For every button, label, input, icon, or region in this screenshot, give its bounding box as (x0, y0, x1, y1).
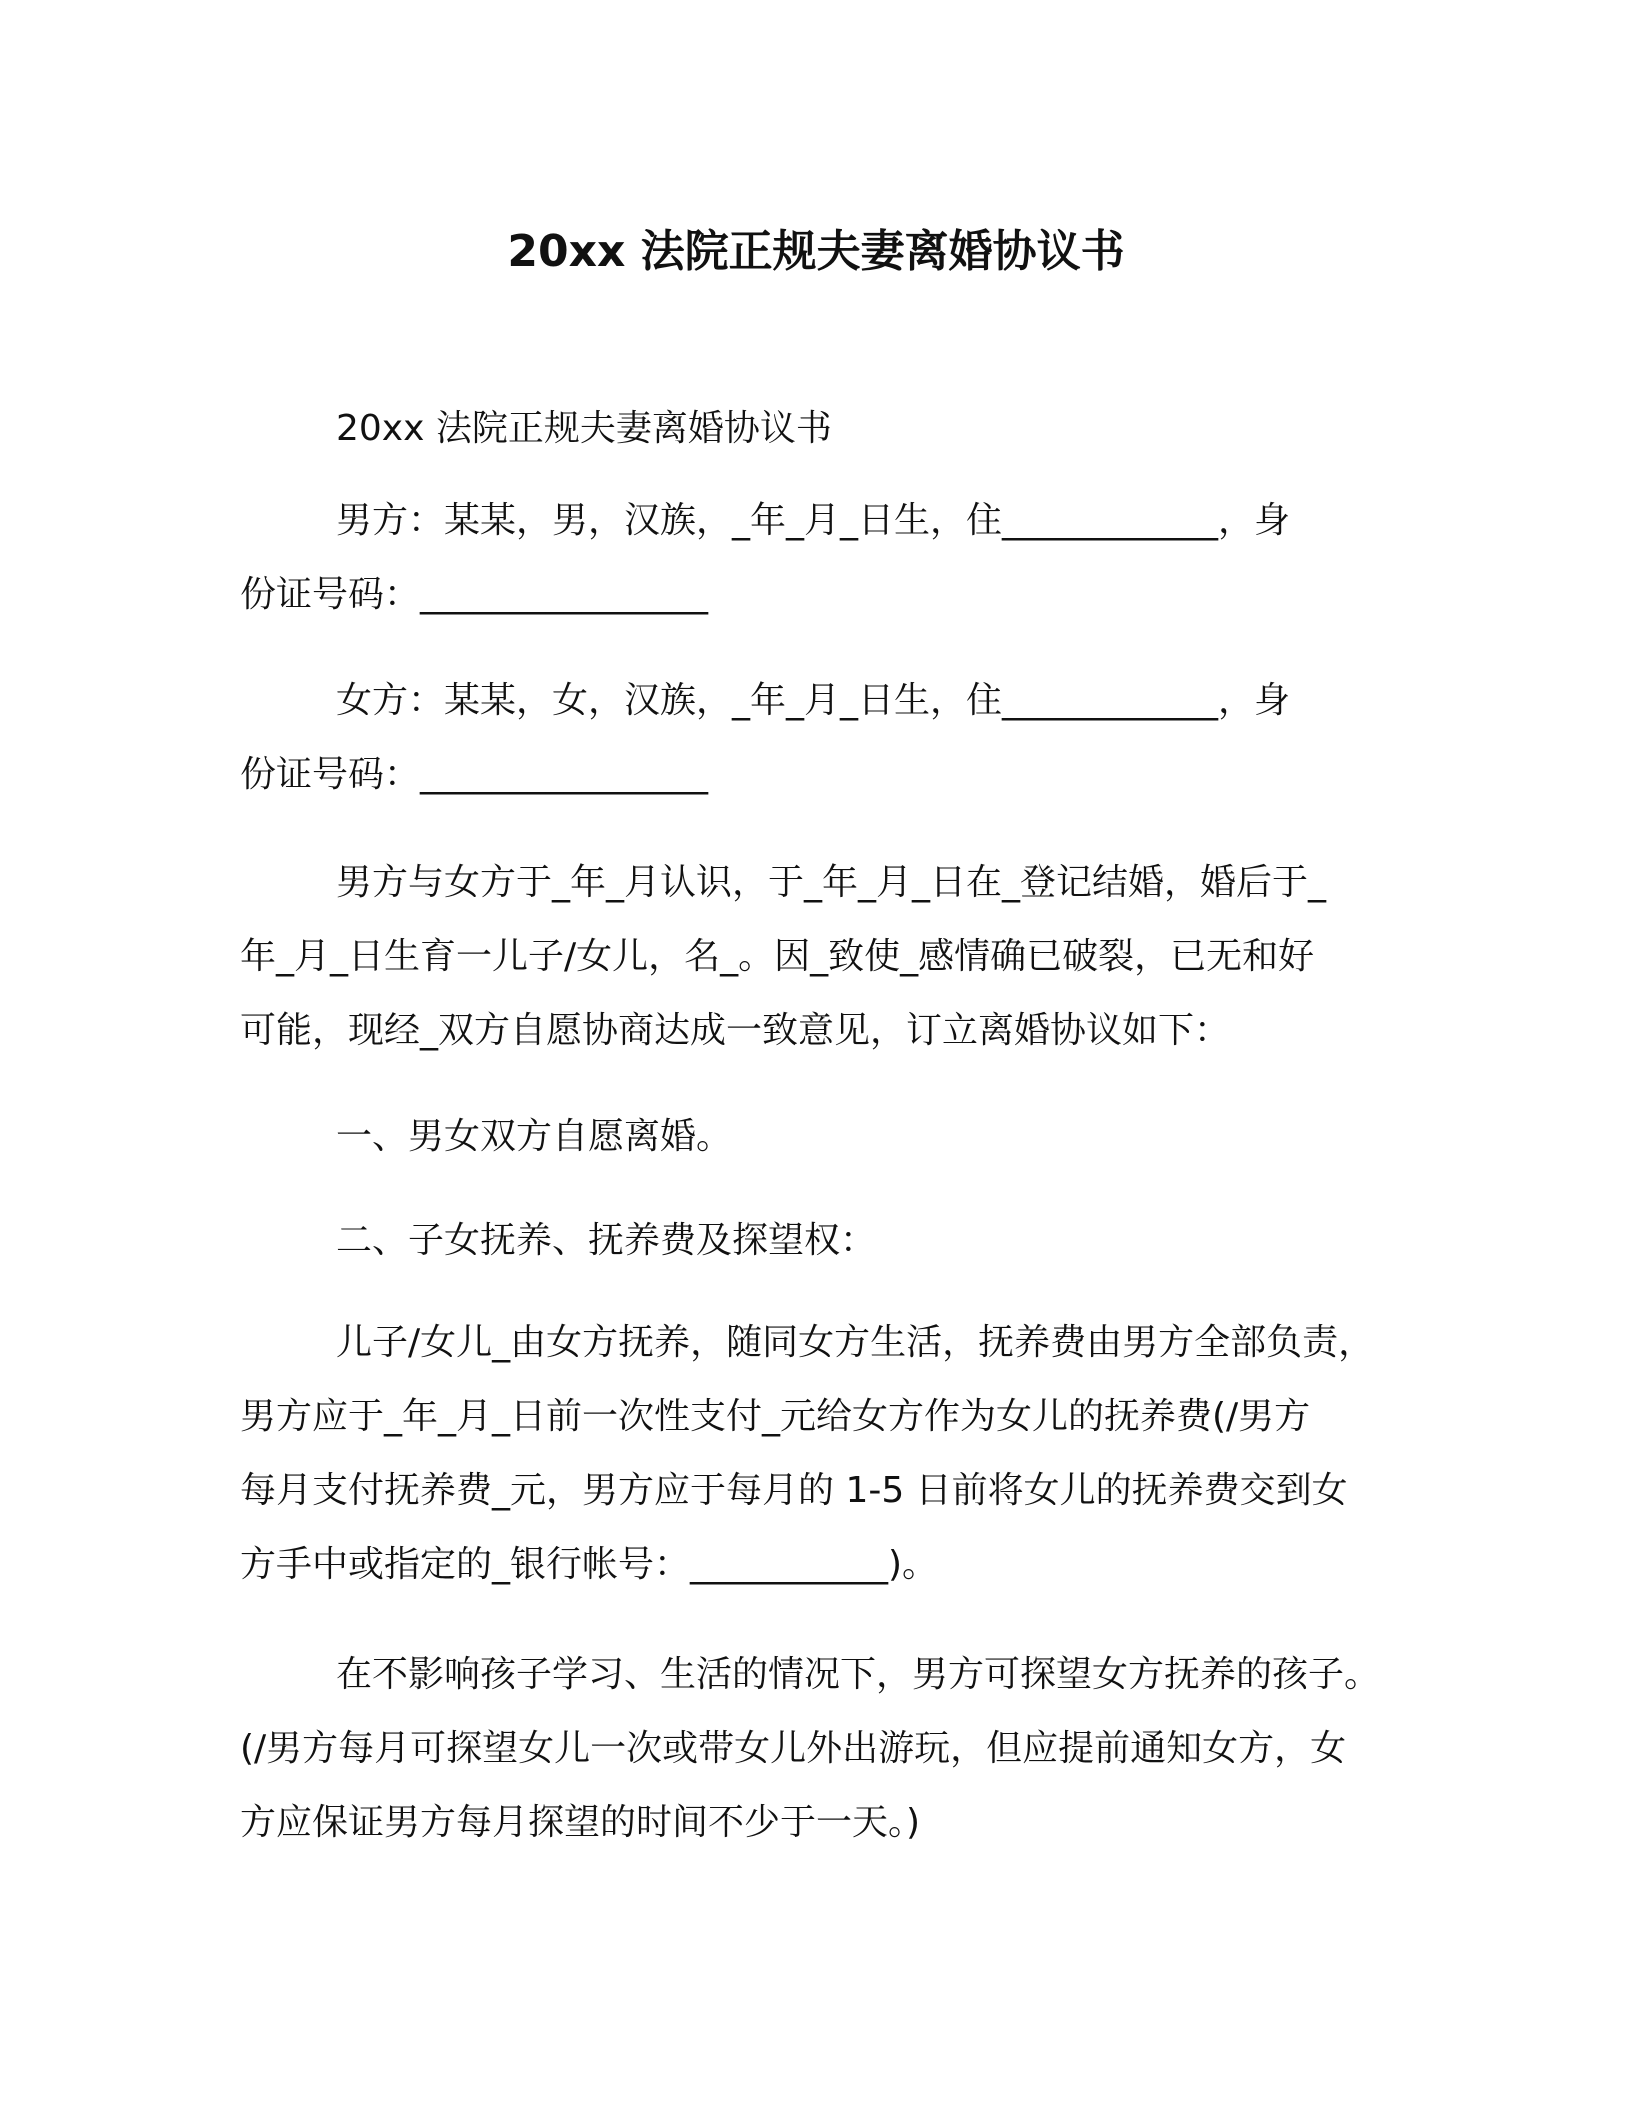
text-line: 男方应于_年_月_日前一次性支付_元给女方作为女儿的抚养费(/男方 (240, 1396, 1311, 1437)
text-line: 儿子/女儿_由女方抚养，随同女方生活，抚养费由男方全部负责， (336, 1322, 1375, 1363)
clause-1 (240, 1100, 1396, 1174)
text-line: 男方与女方于_年_月认识，于_年_月_日在_登记结婚，婚后于_ (336, 862, 1327, 903)
text-line: 份证号码：________________ (240, 574, 709, 615)
text-line: 年_月_日生育一儿子/女儿，名_。因_致使_感情确已破裂，已无和好 (240, 936, 1315, 977)
paragraph-marriage-background (240, 846, 1396, 1068)
text-line: 在不影响孩子学习、生活的情况下，男方可探望女方抚养的孩子。 (336, 1654, 1381, 1695)
text-line: 可能，现经_双方自愿协商达成一致意见，订立离婚协议如下： (240, 1010, 1231, 1051)
text-line: 男方：某某，男，汉族，_年_月_日生，住____________，身 (336, 500, 1291, 541)
paragraph-visitation (240, 1638, 1396, 1860)
text-line: 女方：某某，女，汉族，_年_月_日生，住____________，身 (336, 680, 1291, 721)
document-title: 20xx 法院正规夫妻离婚协议书 (507, 226, 1125, 277)
text-line: 20xx 法院正规夫妻离婚协议书 (336, 408, 832, 449)
text-line: 二、子女抚养、抚养费及探望权： (336, 1220, 877, 1261)
paragraph-male-party (240, 484, 1396, 632)
text-line: (/男方每月可探望女儿一次或带女儿外出游玩，但应提前通知女方，女 (240, 1728, 1347, 1769)
text-line: 一、男女双方自愿离婚。 (336, 1116, 733, 1157)
text-line: 方应保证男方每月探望的时间不少于一天。) (240, 1802, 921, 1843)
text-line: 份证号码：________________ (240, 754, 709, 795)
text-line: 每月支付抚养费_元，男方应于每月的 1-5 日前将女儿的抚养费交到女 (240, 1470, 1348, 1511)
paragraph-female-party (240, 664, 1396, 812)
paragraph-child-support (240, 1306, 1396, 1602)
clause-2 (240, 1204, 1396, 1278)
text-line: 方手中或指定的_银行帐号：___________)。 (240, 1544, 939, 1585)
paragraph-subtitle (240, 392, 1396, 466)
